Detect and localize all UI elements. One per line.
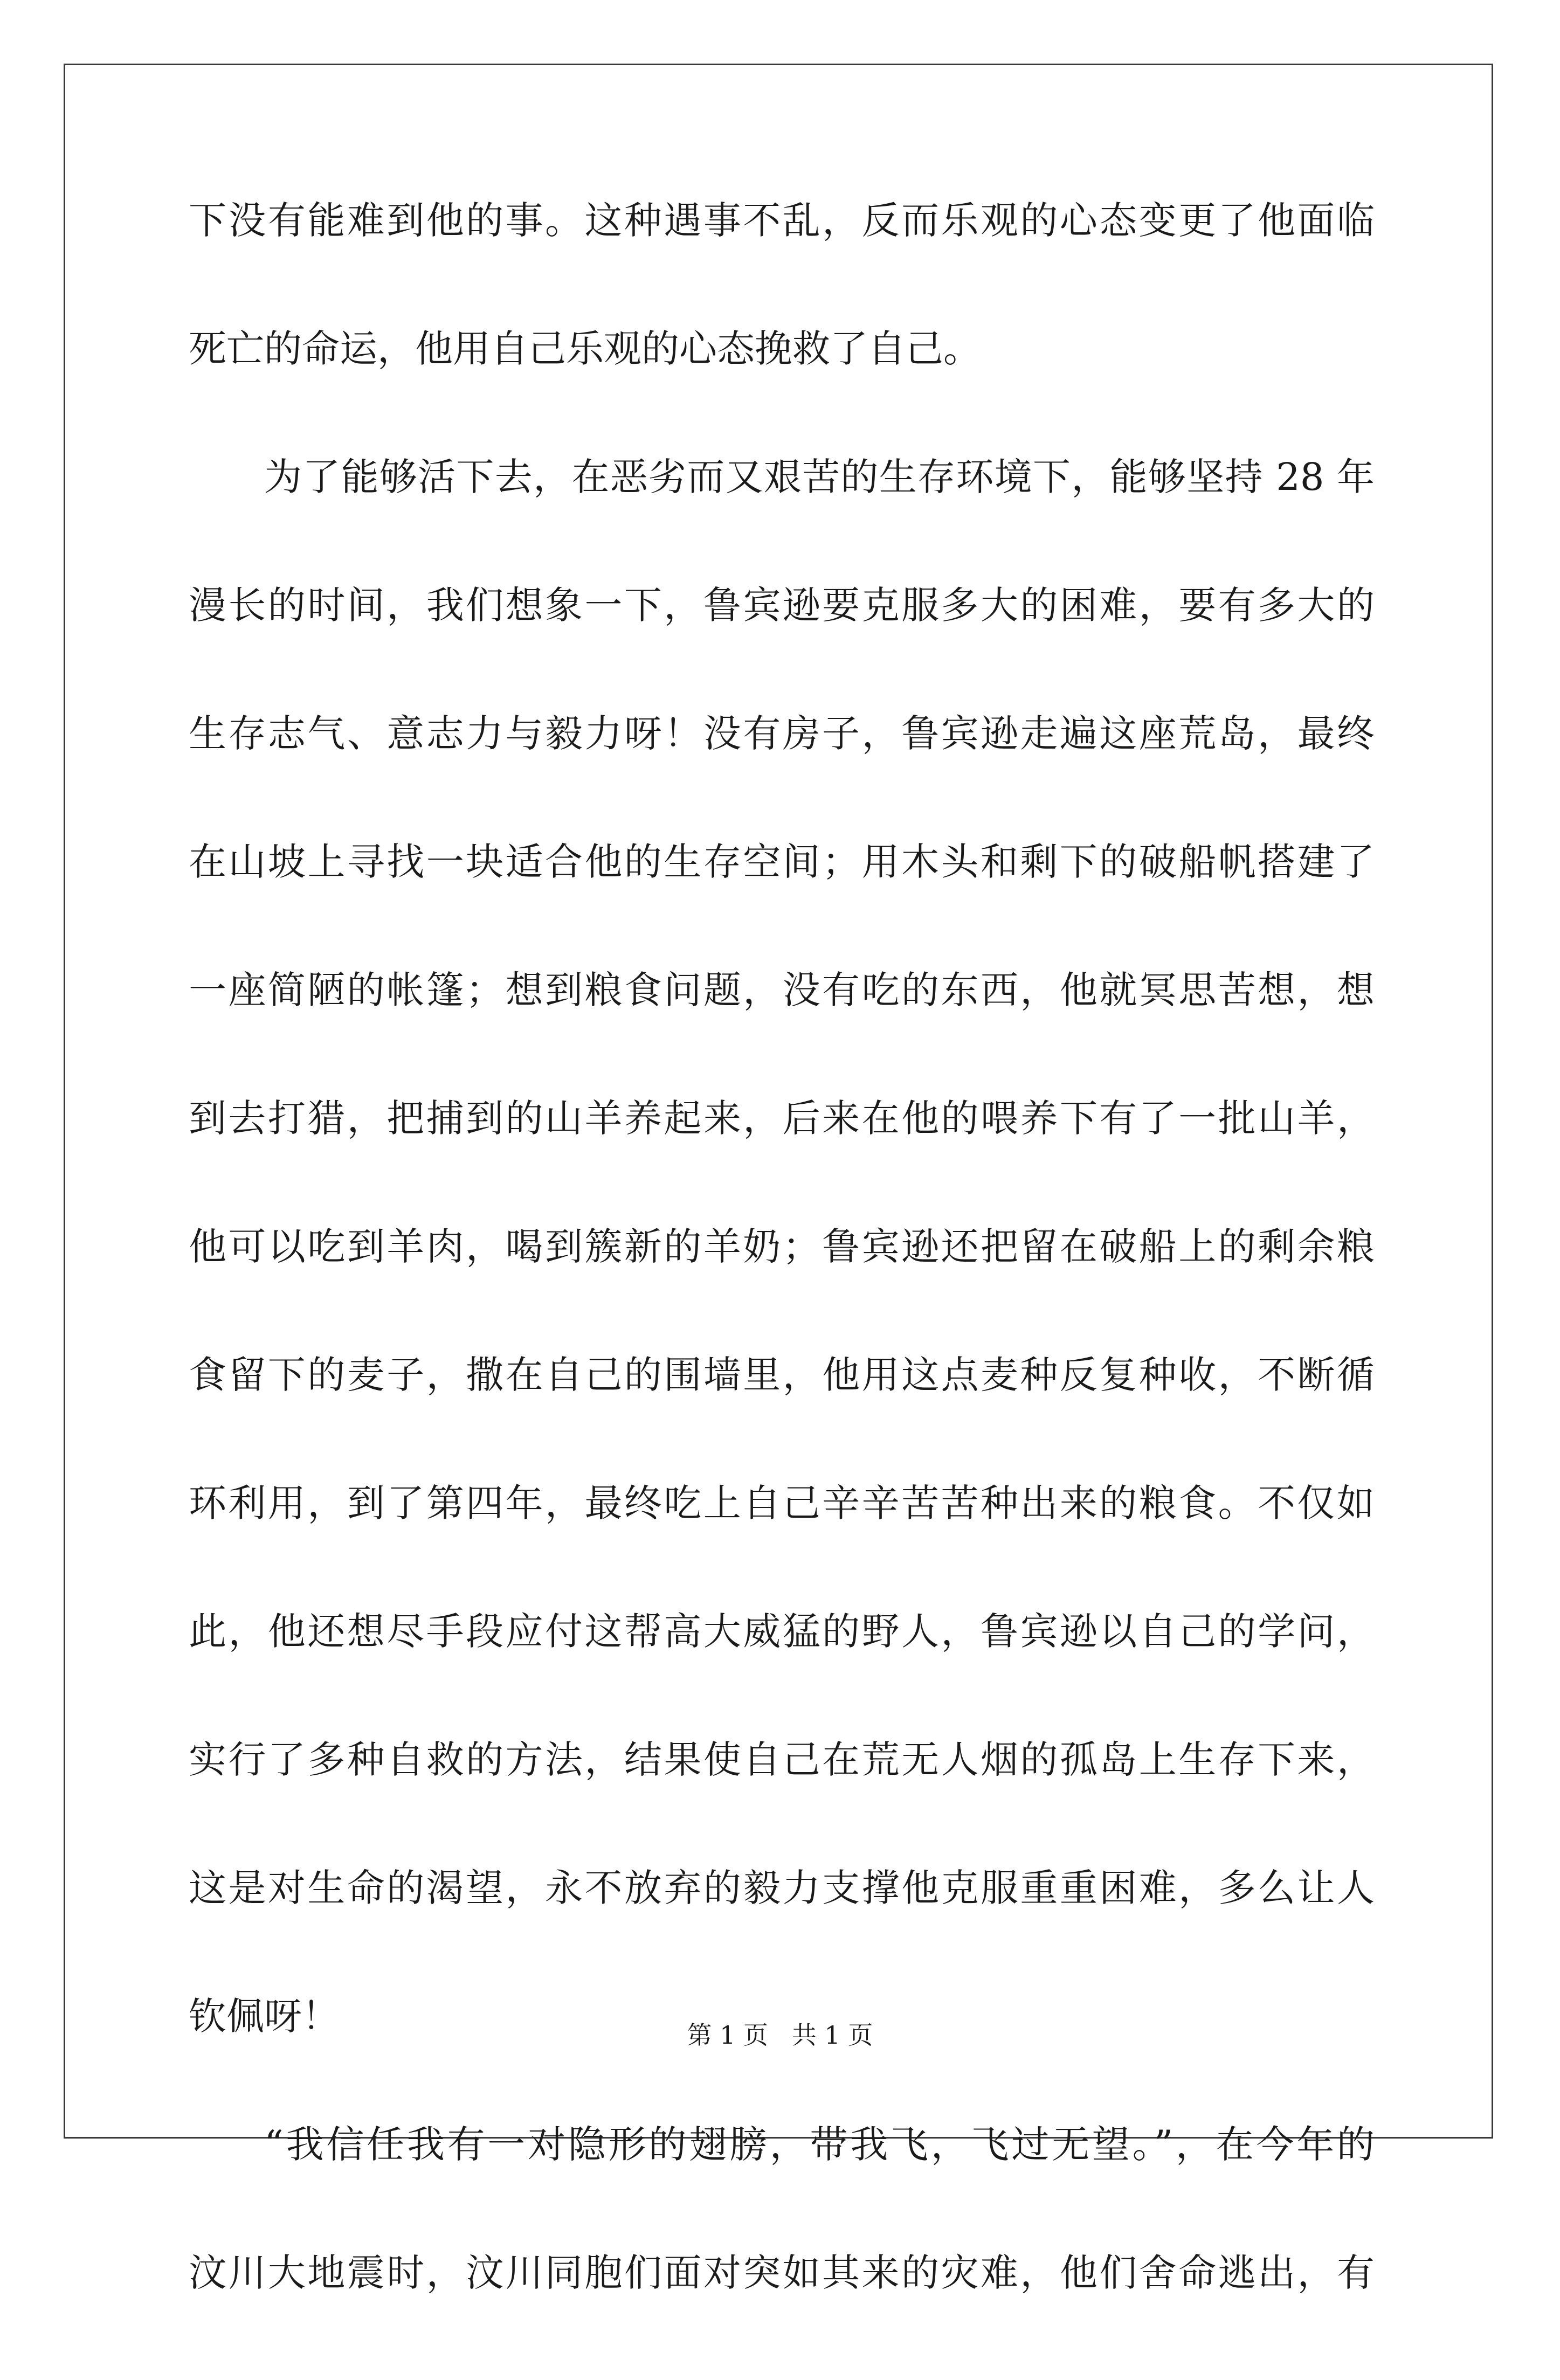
text-line: 钦佩呀！ — [189, 1994, 340, 2038]
text-line: 环利用，到了第四年，最终吃上自己辛辛苦苦种出来的粮食。不仅如 — [189, 1481, 1375, 1525]
text-line: 在山坡上寻找一块适合他的生存空间；用木头和剩下的破船帆搭建了 — [189, 840, 1375, 884]
text-line: 漫长的时间，我们想象一下，鲁宾逊要克服多大的困难，要有多大的 — [189, 583, 1375, 627]
text-line: 生存志气、意志力与毅力呀！没有房子，鲁宾逊走遍这座荒岛，最终 — [189, 711, 1375, 756]
page-number: 第 1 页 共 1 页 — [687, 2021, 873, 2050]
text-line: 他可以吃到羊肉，喝到簇新的羊奶；鲁宾逊还把留在破船上的剩余粮 — [189, 1224, 1375, 1269]
text-line: 此，他还想尽手段应付这帮高大威猛的野人，鲁宾逊以自己的学问， — [189, 1609, 1375, 1653]
text-line: 这是对生命的渴望，永不放弃的毅力支撑他克服重重困难，多么让人 — [189, 1866, 1375, 1910]
text-line: 为了能够活下去，在恶劣而又艰苦的生存环境下，能够坚持 28 年 — [264, 455, 1375, 499]
text-line: 实行了多种自救的方法，结果使自己在荒无人烟的孤岛上生存下来， — [189, 1738, 1375, 1782]
document-body — [189, 199, 1375, 2380]
text-line: 下没有能难到他的事。这种遇事不乱，反而乐观的心态变更了他面临 — [189, 198, 1375, 243]
text-line: 到去打猎，把捕到的山羊养起来，后来在他的喂养下有了一批山羊， — [189, 1096, 1375, 1140]
text-line: 汶川大地震时，汶川同胞们面对突如其来的灾难，他们舍命逃出，有 — [189, 2251, 1375, 2295]
text-line: 死亡的命运，他用自己乐观的心态挽救了自己。 — [189, 327, 981, 371]
text-line: 一座简陋的帐篷；想到粮食问题，没有吃的东西，他就冥思苦想，想 — [189, 968, 1375, 1012]
text-line: 食留下的麦子，撒在自己的围墙里，他用这点麦种反复种收，不断循 — [189, 1353, 1375, 1397]
text-line: “我信任我有一对隐形的翅膀，带我飞，飞过无望。”，在今年的 — [264, 2122, 1375, 2167]
